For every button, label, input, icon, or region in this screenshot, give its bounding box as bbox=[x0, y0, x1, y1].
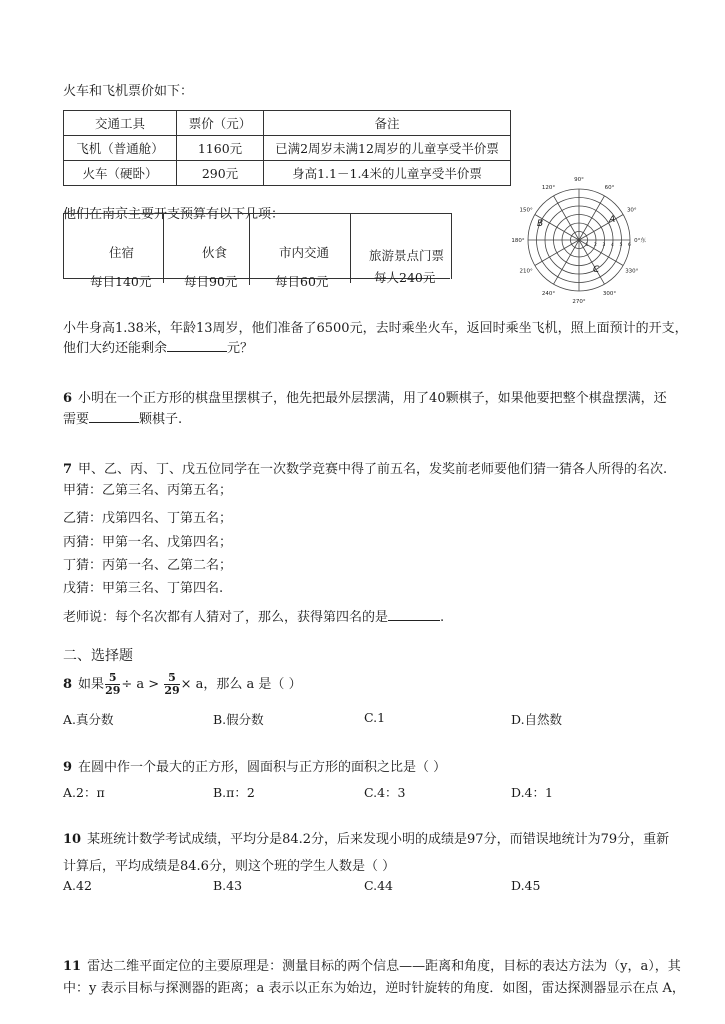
table-header-cell: 交通工具 bbox=[64, 111, 177, 136]
radar-angle-label: 240° bbox=[541, 290, 556, 297]
question-number: 10 bbox=[63, 832, 82, 847]
q7-text: 甲、乙、丙、丁、戊五位同学在一次数学竞赛中得了前五名，发奖前老师要他们猜一猜各人所得的名次. bbox=[78, 462, 668, 477]
radar-angle-label: 90° bbox=[574, 177, 584, 183]
q10-text: 某班统计数学考试成绩，平均分是84.2分，后来发现小明的成绩是97分，而错误地统计为79分，重新 bbox=[87, 832, 670, 847]
budget-cost: 每日140元 bbox=[90, 274, 152, 289]
radar-ring-label: 6 bbox=[628, 243, 631, 248]
ticket-intro: 火车和飞机票价如下： bbox=[63, 84, 194, 99]
radar-angle-label: 300° bbox=[602, 290, 617, 297]
radar-point-label: B bbox=[537, 219, 544, 229]
option-c[interactable]: C.1 bbox=[364, 710, 386, 725]
radar-angle-label: 330° bbox=[625, 268, 639, 275]
q6-line2 bbox=[63, 408, 182, 427]
q11-line2: 中：y 表示目标与探测器的距离；a 表示以正东为始边，逆时针旋转的角度．如图，雷达探测器显示在点 A， bbox=[63, 981, 685, 996]
table-row bbox=[64, 161, 511, 186]
q5-text-line1: 小牛身高1.38米，年龄13周岁，他们准备了6500元，去时乘坐火车，返回时乘坐飞机，照上面预计的开支， bbox=[63, 321, 688, 336]
radar-spoke bbox=[554, 196, 580, 240]
budget-item: 伙食 bbox=[202, 245, 228, 260]
radar-diagram bbox=[505, 172, 665, 310]
q11-text: 雷达二维平面定位的主要原理是：测量目标的两个信息——距离和角度，目标的表达方法为（y，a），其 bbox=[87, 959, 681, 974]
fraction-denominator: 29 bbox=[164, 684, 180, 697]
q7-guess: 戊猜：甲第三名、丁第四名. bbox=[63, 581, 224, 596]
q8-text: 如果 bbox=[78, 677, 105, 692]
q11-line1 bbox=[63, 955, 681, 974]
budget-intro: 他们在南京主要开支预算有以下几项： bbox=[63, 207, 285, 222]
q7-guess: 丁猜：丙第一名、乙第二名； bbox=[63, 558, 233, 573]
ticket-price-table bbox=[63, 110, 511, 186]
radar-spoke bbox=[579, 240, 605, 284]
fraction-numerator: 5 bbox=[168, 671, 176, 684]
radar-spoke bbox=[579, 196, 605, 240]
q9-line bbox=[63, 756, 446, 775]
q7-line bbox=[63, 458, 667, 477]
table-header-cell: 票价（元） bbox=[177, 111, 264, 136]
radar-angle-label: 120° bbox=[541, 185, 556, 192]
question-number: 8 bbox=[63, 677, 73, 692]
section-title: 二、选择题 bbox=[63, 648, 133, 664]
q5-text: 元？ bbox=[227, 341, 254, 356]
q7-text: . bbox=[440, 610, 445, 625]
option-b[interactable]: B.π：2 bbox=[213, 785, 255, 800]
radar-angle-label: 180° bbox=[511, 238, 525, 244]
radar-angle-label: 150° bbox=[519, 207, 533, 214]
q6-line1 bbox=[63, 387, 667, 406]
q6-text: 需要 bbox=[63, 412, 90, 427]
budget-cost: 每日60元 bbox=[275, 274, 329, 289]
option-d[interactable]: D.自然数 bbox=[511, 712, 563, 727]
option-d[interactable]: D.45 bbox=[511, 878, 541, 893]
table-cell: 火车（硬卧） bbox=[64, 161, 177, 186]
radar-spoke bbox=[554, 240, 580, 284]
radar-angle-label: 60° bbox=[604, 185, 615, 192]
question-number: 9 bbox=[63, 760, 73, 775]
table-row bbox=[64, 136, 511, 161]
divider bbox=[350, 213, 351, 283]
table-cell: 1160元 bbox=[177, 136, 264, 161]
table-cell: 290元 bbox=[177, 161, 264, 186]
fraction-numerator: 5 bbox=[108, 671, 117, 684]
budget-item: 市内交通 bbox=[279, 245, 330, 260]
radar-spoke bbox=[579, 215, 623, 241]
option-a[interactable]: A.2：π bbox=[63, 785, 105, 800]
q6-text: 小明在一个正方形的棋盘里摆棋子，他先把最外层摆满，用了40颗棋子，如果他要把整个棋盘摆满，还 bbox=[78, 391, 667, 406]
radar-point-label: C bbox=[593, 265, 600, 275]
fraction-denominator: 29 bbox=[105, 684, 121, 697]
fraction bbox=[105, 672, 120, 697]
radar-angle-label: 30° bbox=[626, 207, 637, 214]
radar-spoke bbox=[535, 240, 579, 266]
radar-ring-label: 1 bbox=[585, 243, 589, 248]
q8-text: ÷ a > bbox=[121, 677, 160, 692]
answer-blank[interactable] bbox=[388, 608, 440, 621]
radar-ring-label: 2 bbox=[594, 243, 597, 248]
radar-ring-label: 4 bbox=[611, 243, 614, 248]
divider bbox=[163, 213, 164, 283]
budget-item: 旅游景点门票 bbox=[369, 248, 445, 263]
q9-text: 在圆中作一个最大的正方形，圆面积与正方形的面积之比是（ ） bbox=[78, 760, 447, 775]
question-number: 7 bbox=[63, 462, 73, 477]
option-b[interactable]: B.假分数 bbox=[213, 712, 264, 727]
radar-angle-label: 210° bbox=[519, 268, 533, 275]
option-c[interactable]: C.4：3 bbox=[364, 785, 406, 800]
q7-guess: 丙猜：甲第一名、戊第四名； bbox=[63, 535, 233, 550]
table-header-cell: 备注 bbox=[264, 111, 511, 136]
table-header-row bbox=[64, 111, 511, 136]
option-b[interactable]: B.43 bbox=[213, 878, 243, 893]
radar-point-label: A bbox=[609, 215, 616, 225]
option-d[interactable]: D.4：1 bbox=[511, 785, 553, 800]
radar-angle-label: 270° bbox=[572, 299, 586, 305]
radar-angle-label: 0°东 bbox=[634, 238, 646, 244]
q6-text: 颗棋子. bbox=[139, 412, 183, 427]
answer-blank[interactable] bbox=[89, 410, 139, 423]
table-cell: 飞机（普通舱） bbox=[64, 136, 177, 161]
budget-cost: 每日90元 bbox=[184, 274, 238, 289]
question-number: 6 bbox=[63, 391, 73, 406]
question-number: 11 bbox=[63, 959, 82, 974]
q5-text: 他们大约还能剩余 bbox=[63, 341, 168, 356]
q7-guess: 甲猜：乙第三名、丙第五名； bbox=[63, 483, 233, 498]
q8-line bbox=[63, 672, 302, 697]
option-a[interactable]: A.42 bbox=[63, 878, 92, 893]
option-c[interactable]: C.44 bbox=[364, 878, 393, 893]
q8-text: × a，那么 a 是（ ） bbox=[180, 677, 302, 692]
budget-item: 住宿 bbox=[109, 245, 135, 260]
q7-teacher bbox=[63, 606, 444, 625]
q10-line1 bbox=[63, 828, 669, 847]
q10-line2: 计算后，平均成绩是84.6分，则这个班的学生人数是（ ） bbox=[63, 859, 396, 874]
fraction bbox=[164, 672, 179, 697]
radar-ring-label: 3 bbox=[602, 243, 606, 248]
radar-ring-label: 5 bbox=[619, 243, 623, 248]
q7-text: 老师说：每个名次都有人猜对了，那么，获得第四名的是 bbox=[63, 610, 389, 625]
answer-blank[interactable] bbox=[167, 339, 227, 352]
budget-cost: 每人240元 bbox=[374, 270, 436, 285]
q7-guess: 乙猜：戊第四名、丁第五名； bbox=[63, 511, 233, 526]
option-a[interactable]: A.真分数 bbox=[63, 712, 114, 727]
budget-table bbox=[63, 213, 452, 288]
q5-text-line2 bbox=[63, 337, 253, 356]
table-cell: 身高1.1－1.4米的儿童享受半价票 bbox=[264, 161, 511, 186]
divider bbox=[249, 213, 250, 285]
table-cell: 已满2周岁未满12周岁的儿童享受半价票 bbox=[264, 136, 511, 161]
